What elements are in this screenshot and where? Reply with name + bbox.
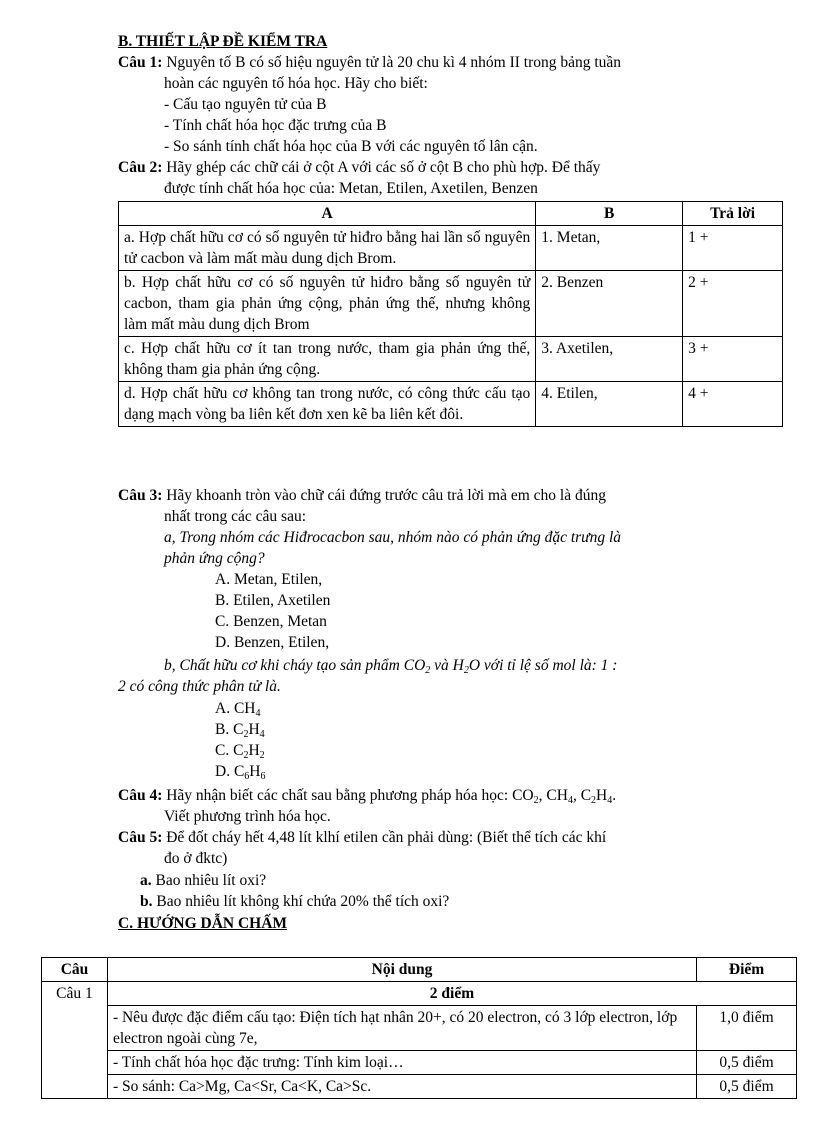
q3a-option: B. Etilen, Axetilen (215, 592, 331, 609)
q5-line1: Câu 5: Để đốt cháy hết 4,48 lít klhí etilen cần phải dùng: (Biết thể tích các khí (118, 829, 607, 846)
q3b-option: A. $CH_4$ (215, 700, 261, 719)
q3a-option: A. Metan, Etilen, (215, 571, 323, 588)
row-a-cell: d. Hợp chất hữu cơ không tan trong nước, có công thức cấu tạo dạng mạch vòng ba liên kết đơn xen kẽ ba liên kết đôi. (119, 382, 536, 427)
grading-col-question: Câu (42, 958, 108, 982)
q3a-option: D. Benzen, Etilen, (215, 634, 330, 651)
grading-table (41, 957, 797, 1099)
q2-line2: được tính chất hóa học của: Metan, Etilen, Axetilen, Benzen (164, 180, 538, 197)
grading-row (42, 982, 797, 1006)
q3-line1: Câu 3: Hãy khoanh tròn vào chữ cái đứng trước câu trả lời mà em cho là đúng (118, 487, 606, 504)
grading-score: 0,5 điểm (697, 1051, 797, 1075)
col-b-header: B (536, 202, 683, 226)
q1-line1: Câu 1: Nguyên tố B có số hiệu nguyên tử là 20 chu kì 4 nhóm II trong bảng tuần (118, 54, 622, 71)
row-answer-cell: 2 + (683, 271, 783, 337)
row-b-cell: 3. Axetilen, (536, 337, 683, 382)
q5b: b. Bao nhiêu lít không khí chứa 20% thể tích oxi? (140, 893, 450, 910)
row-a-cell: b. Hợp chất hữu cơ có số nguyên tử hiđro bằng số nguyên tử cacbon, tham gia phản ứng cộng, phản ứng thế, nhưng không làm mất màu dung dịch Brom (119, 271, 536, 337)
q3a-option: C. Benzen, Metan (215, 613, 327, 630)
grading-content: - Nêu được đặc điểm cấu tạo: Điện tích hạt nhân 20+, có 20 electron, có 3 lớp electron, lớp electron ngoài cùng 7e, (107, 1006, 696, 1051)
q1-item: - Cấu tạo nguyên tử của B (164, 96, 327, 113)
q1-line2: hoàn các nguyên tố hóa học. Hãy cho biết: (164, 75, 428, 92)
col-answer-header: Trả lời (683, 202, 783, 226)
q1-label: Câu 1: (118, 54, 163, 71)
q4-line1: Câu 4: Hãy nhận biết các chất sau bằng phương pháp hóa học: $CO_2$, $CH_4$, $C_2H_4$. (118, 787, 617, 806)
q3a-question: a, Trong nhóm các Hiđrocacbon sau, nhóm nào có phản ứng đặc trưng là (164, 529, 622, 546)
col-a-header: A (119, 202, 536, 226)
table-header-row (119, 202, 783, 226)
table-row (119, 337, 783, 382)
row-b-cell: 4. Etilen, (536, 382, 683, 427)
q5-label: Câu 5: (118, 829, 163, 846)
table-row (119, 271, 783, 337)
row-answer-cell: 3 + (683, 337, 783, 382)
q4-label: Câu 4: (118, 787, 163, 804)
q2-line1: Câu 2: Hãy ghép các chữ cái ở cột A với các số ở cột B cho phù hợp. Để thấy (118, 159, 601, 176)
grading-row (42, 1051, 797, 1075)
q3b-option: C. $C_2H_2$ (215, 742, 265, 761)
grading-col-content: Nội dung (107, 958, 696, 982)
grading-content: - So sánh: Ca>Mg, Ca<Sr, Ca<K, Ca>Sc. (107, 1075, 696, 1099)
q3b-question-cont: 2 có công thức phân tử là. (118, 678, 281, 695)
grading-col-score: Điểm (697, 958, 797, 982)
row-b-cell: 1. Metan, (536, 226, 683, 271)
q3a-question-cont: phản ứng cộng? (164, 550, 265, 567)
q2-label: Câu 2: (118, 159, 163, 176)
grading-header-row (42, 958, 797, 982)
q1-item: - So sánh tính chất hóa học của B với các nguyên tố lân cận. (164, 138, 538, 155)
table-row (119, 226, 783, 271)
q3b-question: b, Chất hữu cơ khi cháy tạo sản phẩm $CO_2$ và $H_2O$ với tỉ lệ số mol là: 1 : (164, 657, 618, 676)
row-a-cell: c. Hợp chất hữu cơ ít tan trong nước, tham gia phản ứng thế, không tham gia phản ứng cộng. (119, 337, 536, 382)
grading-score: 0,5 điểm (697, 1075, 797, 1099)
q4-line2: Viết phương trình hóa học. (164, 808, 331, 825)
q3-label: Câu 3: (118, 487, 163, 504)
grading-score: 1,0 điểm (697, 1006, 797, 1051)
q1-item: - Tính chất hóa học đặc trưng của B (164, 117, 387, 134)
table-row (119, 382, 783, 427)
grading-total: 2 điểm (107, 982, 796, 1006)
q5a: a. Bao nhiêu lít oxi? (140, 872, 267, 889)
row-b-cell: 2. Benzen (536, 271, 683, 337)
grading-content: - Tính chất hóa học đặc trưng: Tính kim loại… (107, 1051, 696, 1075)
q3b-option: B. $C_2H_4$ (215, 721, 265, 740)
row-answer-cell: 1 + (683, 226, 783, 271)
matching-table (118, 201, 783, 427)
grading-row (42, 1006, 797, 1051)
q5-line2: đo ở đktc) (164, 850, 228, 867)
q3-line2: nhất trong các câu sau: (164, 508, 307, 525)
q3b-option: D. $C_6H_6$ (215, 763, 266, 782)
section-b-title: B. THIẾT LẬP ĐỀ KIỂM TRA (118, 33, 328, 50)
grading-question-label: Câu 1 (42, 982, 108, 1099)
row-answer-cell: 4 + (683, 382, 783, 427)
section-c-title: C. HƯỚNG DẪN CHẤM (118, 915, 288, 932)
grading-row (42, 1075, 797, 1099)
row-a-cell: a. Hợp chất hữu cơ có số nguyên tử hiđro bằng hai lần số nguyên tử cacbon và làm mất màu dung dịch Brom. (119, 226, 536, 271)
